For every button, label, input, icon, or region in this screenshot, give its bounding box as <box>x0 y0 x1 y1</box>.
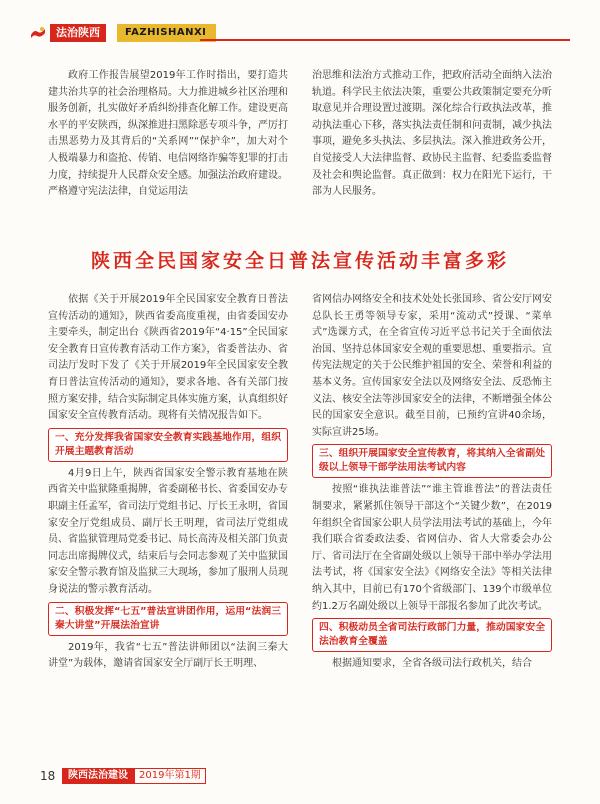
section-heading-2: 二、积极发挥“七五”普法宣讲团作用，运用“法润三秦大讲堂”开展法治宣讲 <box>48 602 288 636</box>
paragraph: 政府工作报告展望2019年工作时指出，要打造共建共治共享的社会治理格局。大力推进城乡社区治理和服务创新，扎实做好矛盾纠纷排查化解工作。建设更高水平的平安陕西，纵深推进扫黑除恶专项斗争，严厉打击黑恶势力及其背后的“关系网”“保护伞”，加大对个人极端暴力和盗抢、传销、电信网络诈骗等犯罪的打击力度，持续提升人民群众安全感。加强法治政府建设。严格遵守宪法法律，自觉运用法 <box>48 70 288 198</box>
section-pinyin: FAZHISHANXI <box>117 24 216 42</box>
section-heading-4: 四、积极动员全省司法行政部门力量，推动国家安全法治教育全覆盖 <box>312 618 552 652</box>
paragraph: 治思维和法治方式推动工作，把政府活动全面纳入法治轨道。科学民主依法决策，重要公共政策制定要充分听取意见并合理设置过渡期。深化综合行政执法改革，推动执法重心下移，落实执法责任制和问责制，减少执法事项，避免多头执法、多层执法。深入推进政务公开，自觉接受人大法律监督、政协民主监督、纪委监委监督及社会和舆论监督。真正做到：权力在阳光下运行，干部为人民服务。 <box>312 70 552 198</box>
top-left-column <box>48 68 288 201</box>
top-right-column <box>312 68 552 201</box>
body-left-column <box>48 292 288 673</box>
paragraph: 省网信办网络安全和技术处处长张国珍、省公安厅网安总队长王勇等领导专家，采用“流动式”授课、“菜单式”选课方式，在全省宣传习近平总书记关于全面依法治国、坚持总体国家安全观的重要思想、重要指示。宣传宪法规定的关于公民维护祖国的安全、荣誉和利益的基本义务。宣传国家安全法以及网络安全法、反恐怖主义法、核安全法等涉国家安全的法律，不断增强全体公民的国家安全意识。截至目前，已预约宣讲40余场，实际宣讲25场。 <box>312 294 552 438</box>
article-title: 陕西全民国家安全日普法宣传活动丰富多彩 <box>90 250 509 272</box>
section-tag: 法治陕西 <box>50 24 106 42</box>
page-footer <box>40 768 560 784</box>
paragraph: 2019年，我省“七五”普法讲师团以“法润三秦大讲堂”为载体，邀请省国家安全厅副厅长王明理、 <box>48 641 288 670</box>
page-number: 18 <box>40 769 56 783</box>
body-right-column <box>312 292 552 673</box>
paragraph: 4月9日上午，陕西省国家安全警示教育基地在陕西省关中监狱隆重揭牌，省委副秘书长、省委国安办专职副主任孟军，省司法厅党组书记、厅长王永明，省国家安全厅党组成员、副厅长王明理，省司法厅党组成员、省监狱管理局党委书记、局长高涛及相关部门负责同志出席揭牌仪式，结束后与会同志参观了关中监狱国家安全警示教育馆及监狱三大现场，参加了服刑人员现身说法的警示教育活动。 <box>48 467 288 595</box>
header-rule <box>200 39 570 41</box>
paragraph: 按照“谁执法谁普法”“谁主管谁普法”的普法责任制要求，紧紧抓住领导干部这个“关键少数”，在2019年组织全省国家公职人员学法用法考试的基础上，今年我们联合省委政法委、省网信办、省人大常委会办公厅、省司法厅在全省副处级以上领导干部中举办学法用法考试，将《国家安全法》《网络安全法》等相关法律纳入其中，目前已有170个省级部门、139个市级单位约1.2万名副处级以上领导干部报名参加了此次考试。 <box>312 484 552 612</box>
paragraph: 依据《关于开展2019年全民国家安全教育日普法宣传活动的通知》，陕西省委高度重视，由省委国安办主要牵头，制定出台《陕西省2019年“4·15”全民国家安全教育日宣传教育活动工作方案》，省委普法办、省司法厅发时下发了《关于开展2019年全民国家安全教育日普法宣传活动的通知》，要求各地、各有关部门按照方案安排，结合实际制定具体实施方案，认真组织好国家安全宣传教育活动。现将有关情况报告如下。 <box>48 294 288 422</box>
paragraph: 根据通知要求，全省各级司法行政机关，结合 <box>332 658 532 670</box>
section-heading-1: 一、充分发挥我省国家安全教育实践基地作用，组织开展主题教育活动 <box>48 428 288 462</box>
hand-scroll-logo-icon <box>30 26 46 40</box>
page-header <box>0 22 600 44</box>
magazine-name: 陕西法治建设 <box>62 768 134 784</box>
issue-label: 2019年第1期 <box>134 768 206 784</box>
section-heading-3: 三、组织开展国家安全宣传教育，将其纳入全省副处级以上领导干部学法用法考试内容 <box>312 444 552 478</box>
